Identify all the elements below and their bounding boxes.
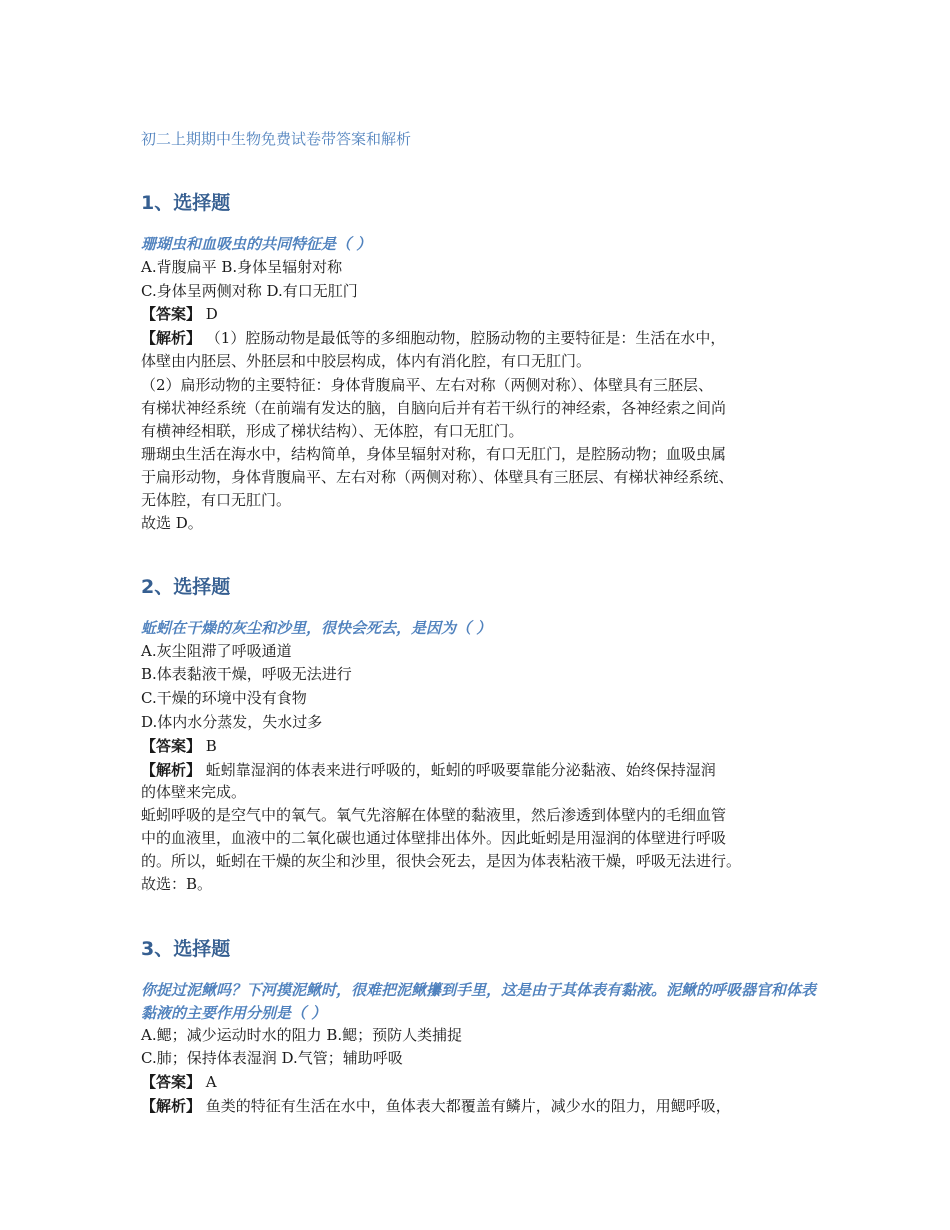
answer-value: D [205,305,218,323]
analysis-text: 蚯蚓呼吸的是空气中的氧气。氧气先溶解在体壁的黏液里，然后渗透到体壁内的毛细血管 [141,806,727,824]
question-2-answer [141,735,831,758]
analysis-text: 蚯蚓靠湿润的体表来进行呼吸的，蚯蚓的呼吸要靠能分泌黏液、始终保持湿润 [205,761,716,779]
analysis-text: 有梯状神经系统（在前端有发达的脑，自脑向后并有若干纵行的神经索，各神经索之间尚 [141,399,727,417]
answer-value: B [205,737,217,755]
question-2-option-line: B.体表黏液干燥，呼吸无法进行 [141,665,352,683]
question-2-analysis [141,759,831,782]
analysis-label: 【解析】 [141,329,202,347]
analysis-text: 于扁形动物，身体背腹扁平、左右对称（两侧对称）、体壁具有三胚层、有梯状神经系统、 [141,468,734,486]
question-2-heading: 2、选择题 [141,576,231,598]
question-1-option-line: A.背腹扁平 B.身体呈辐射对称 [141,258,343,276]
answer-label: 【答案】 [141,737,202,755]
analysis-text: （1）腔肠动物是最低等的多细胞动物，腔肠动物的主要特征是：生活在水中， [205,329,726,347]
question-3-stem: 你捉过泥鳅吗？下河摸泥鳅时，很难把泥鳅攥到手里，这是由于其体表有黏液。泥鳅的呼吸器官和体表黏液的主要作用分别是（ ） [141,981,817,1022]
analysis-text: 有横神经相联，形成了梯状结构）、无体腔，有口无肛门。 [141,422,524,440]
question-2-option-line: A.灰尘阻滞了呼吸通道 [141,642,292,660]
analysis-text: 的体壁来完成。 [141,783,247,801]
document-title: 初二上期期中生物免费试卷带答案和解析 [141,130,412,148]
analysis-text: 鱼类的特征有生活在水中，鱼体表大都覆盖有鳞片，减少水的阻力，用鳃呼吸， [205,1097,731,1115]
question-2-option-line: C.干燥的环境中没有食物 [141,689,307,707]
analysis-text: 无体腔，有口无肛门。 [141,491,292,509]
analysis-label: 【解析】 [141,1097,202,1115]
analysis-text: 中的血液里，血液中的二氧化碳也通过体壁排出体外。因此蚯蚓是用湿润的体壁进行呼吸 [141,829,727,847]
question-3-option-line: A.鳃；减少运动时水的阻力 B.鳃；预防人类捕捉 [141,1026,463,1044]
analysis-text: 体壁由内胚层、外胚层和中胶层构成，体内有消化腔，有口无肛门。 [141,352,592,370]
question-1-heading: 1、选择题 [141,192,231,214]
analysis-text: 故选 D。 [141,514,203,532]
question-2-option-line: D.体内水分蒸发，失水过多 [141,713,323,731]
question-3-answer [141,1071,831,1094]
question-1-analysis [141,327,831,350]
answer-value: A [205,1073,217,1091]
analysis-text: 故选：B。 [141,875,213,893]
answer-label: 【答案】 [141,305,202,323]
analysis-text: 的。所以，蚯蚓在干燥的灰尘和沙里，很快会死去，是因为体表粘液干燥，呼吸无法进行。 [141,852,742,870]
question-1-option-line: C.身体呈两侧对称 D.有口无肛门 [141,282,358,300]
question-2-stem: 蚯蚓在干燥的灰尘和沙里，很快会死去，是因为（ ） [141,619,492,637]
question-3-heading: 3、选择题 [141,938,231,960]
question-1-answer [141,303,831,326]
question-3-option-line: C.肺；保持体表湿润 D.气管；辅助呼吸 [141,1049,403,1067]
analysis-label: 【解析】 [141,761,202,779]
question-1-stem: 珊瑚虫和血吸虫的共同特征是（ ） [141,235,372,253]
analysis-text: （2）扁形动物的主要特征：身体背腹扁平、左右对称（两侧对称）、体壁具有三胚层、 [141,376,714,394]
analysis-text: 珊瑚虫生活在海水中，结构简单，身体呈辐射对称，有口无肛门，是腔肠动物；血吸虫属 [141,445,727,463]
question-3-analysis [141,1095,831,1118]
answer-label: 【答案】 [141,1073,202,1091]
